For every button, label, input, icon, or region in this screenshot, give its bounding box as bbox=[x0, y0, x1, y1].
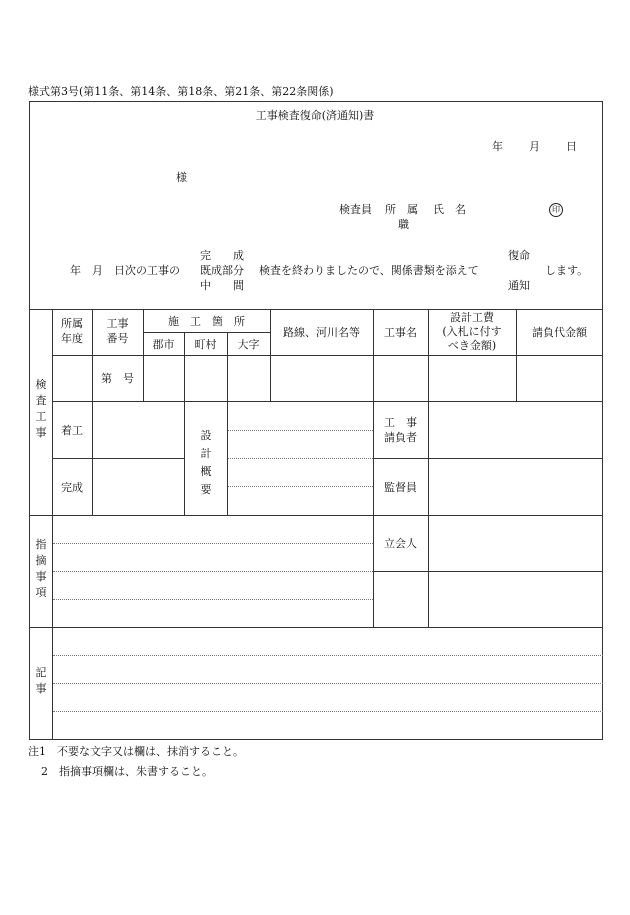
divider-points-end bbox=[29, 627, 603, 628]
section-points-label: 指摘事項 bbox=[35, 538, 47, 599]
design-dotted-2 bbox=[228, 458, 373, 459]
supervisor-label: 監督員 bbox=[384, 481, 417, 494]
header-gun: 郡市 bbox=[152, 338, 175, 351]
inspector-name: 氏 名 bbox=[433, 203, 466, 216]
header-work: 工事 bbox=[106, 317, 129, 330]
header-design-cost-note2: べき金額) bbox=[447, 339, 497, 352]
statement-suffix: します。 bbox=[545, 264, 589, 277]
divider-witness bbox=[373, 571, 603, 572]
header-aza: 大字 bbox=[237, 338, 260, 351]
divider-number-row bbox=[52, 401, 603, 402]
statement-middle: 検査を終わりましたので、関係書類を添えて bbox=[259, 264, 479, 277]
statement-option-notify: 通知 bbox=[508, 279, 530, 292]
header-work-name: 工事名 bbox=[384, 326, 417, 339]
work-number-cell: 第 号 bbox=[101, 372, 134, 385]
footnote-1: 注1 不要な文字又は欄は、抹消すること。 bbox=[28, 745, 244, 758]
statement-option-report: 復命 bbox=[508, 249, 530, 262]
header-contract-amount: 請負代金額 bbox=[532, 326, 587, 339]
notes-dotted-3 bbox=[53, 711, 603, 712]
seal-icon: 印 bbox=[549, 203, 563, 217]
header-design-cost-note1: (入札に付す bbox=[442, 325, 502, 338]
section-inspection-label: 検査工事 bbox=[35, 378, 47, 439]
statement-prefix: 年 月 日次の工事の bbox=[70, 264, 180, 277]
divider-section-col bbox=[52, 309, 53, 740]
divider-location bbox=[143, 332, 270, 333]
notes-dotted-1 bbox=[53, 655, 603, 656]
start-label: 着工 bbox=[61, 424, 83, 437]
divider-col-aza bbox=[270, 309, 271, 401]
complete-label: 完成 bbox=[61, 481, 83, 494]
date-day: 日 bbox=[566, 140, 577, 153]
section-notes-label: 記事 bbox=[35, 666, 47, 695]
notes-dotted-2 bbox=[53, 683, 603, 684]
header-design-cost: 設計工費 bbox=[450, 311, 494, 324]
date-year: 年 bbox=[492, 140, 503, 153]
form-title: 工事検査復命(済通知)書 bbox=[255, 109, 375, 122]
header-location: 施 工 箇 所 bbox=[168, 315, 245, 328]
header-fiscal-year: 年度 bbox=[61, 332, 83, 345]
divider-contractor bbox=[373, 458, 603, 459]
header-affiliation: 所属 bbox=[61, 317, 83, 330]
statement-option-complete: 完 成 bbox=[200, 249, 244, 262]
design-dotted-3 bbox=[228, 486, 373, 487]
points-dotted-3 bbox=[53, 599, 373, 600]
divider-col-route bbox=[373, 309, 374, 627]
date-month: 月 bbox=[529, 140, 540, 153]
divider-start-complete bbox=[52, 458, 184, 459]
footnote-2: 2 指摘事項欄は、朱書すること。 bbox=[41, 765, 213, 778]
form-number: 様式第3号(第11条、第14条、第18条、第21条、第22条関係) bbox=[28, 85, 334, 98]
statement-option-interim: 中 間 bbox=[200, 279, 244, 292]
divider-col-workname bbox=[428, 309, 429, 627]
divider-inspection-end bbox=[29, 515, 603, 516]
divider-start-value bbox=[184, 401, 185, 515]
header-route: 路線、河川名等 bbox=[283, 326, 360, 339]
form-frame bbox=[29, 101, 603, 740]
witness-label: 立会人 bbox=[384, 537, 417, 550]
header-town: 町村 bbox=[194, 338, 217, 351]
statement-option-partial: 既成部分 bbox=[200, 264, 244, 277]
divider-col-headers bbox=[52, 355, 603, 356]
design-dotted-1 bbox=[228, 430, 373, 431]
divider-start-label bbox=[92, 401, 93, 515]
inspector-label: 検査員 bbox=[339, 203, 372, 216]
design-summary-label: 設計概要 bbox=[200, 429, 212, 497]
points-dotted-1 bbox=[53, 543, 373, 544]
header-number: 番号 bbox=[106, 332, 129, 345]
addressee-suffix: 様 bbox=[176, 171, 187, 184]
inspector-position: 職 bbox=[398, 218, 409, 231]
inspector-affiliation: 所 属 bbox=[385, 203, 418, 216]
contractor-label-line1: 工 事 bbox=[384, 416, 417, 429]
contractor-label-line2: 請負者 bbox=[384, 431, 417, 444]
points-dotted-2 bbox=[53, 571, 373, 572]
divider-col-design bbox=[516, 309, 517, 401]
